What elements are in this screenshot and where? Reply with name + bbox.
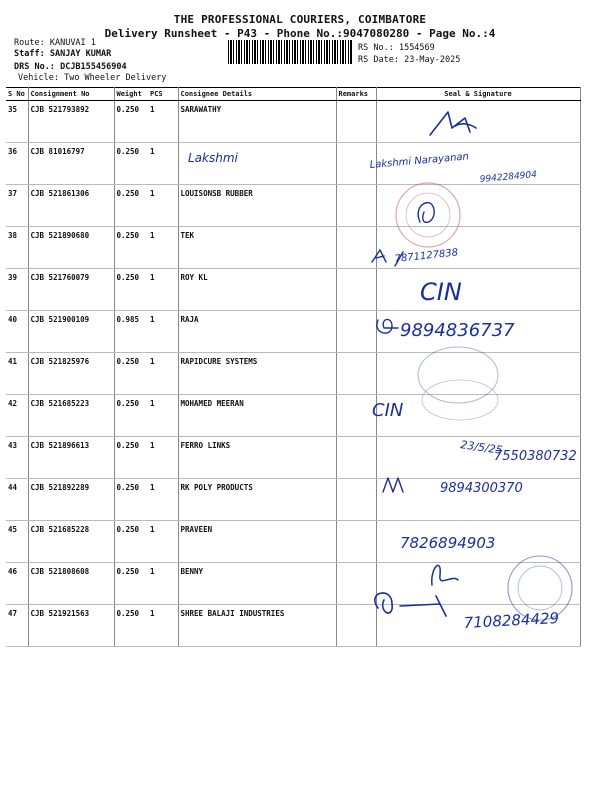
row-consignment-no: CJB 521896613: [28, 437, 114, 479]
vehicle-value: Two Wheeler Delivery: [64, 73, 167, 83]
row-weight: 0.250: [114, 521, 148, 563]
row-remarks: [336, 185, 376, 227]
row-signature: [376, 437, 580, 479]
row-consignee: TEK: [178, 227, 336, 269]
row-signature: [376, 605, 580, 647]
row-consignee: RK POLY PRODUCTS: [178, 479, 336, 521]
row-consignee: MOHAMED MEERAN: [178, 395, 336, 437]
row-remarks: [336, 269, 376, 311]
rs-no-label: RS No.:: [358, 43, 394, 53]
row-sno: 39: [6, 269, 28, 311]
row-consignee: SHREE BALAJI INDUSTRIES: [178, 605, 336, 647]
col-pcs: PCS: [148, 88, 178, 101]
table-header-row: [6, 88, 580, 101]
row-consignee: RAPIDCURE SYSTEMS: [178, 353, 336, 395]
row-pcs: 1: [148, 227, 178, 269]
company-title: THE PROFESSIONAL COURIERS, COIMBATORE: [173, 13, 427, 26]
row-sno: 37: [6, 185, 28, 227]
row-sno: 46: [6, 563, 28, 605]
table-row: [6, 227, 580, 269]
barcode: [228, 40, 352, 64]
row-weight: 0.250: [114, 437, 148, 479]
hw-43-date: 23/5/25: [459, 438, 504, 457]
row-consignee: SARAWATHY: [178, 101, 336, 143]
row-consignment-no: CJB 521921563: [28, 605, 114, 647]
table-row: [6, 311, 580, 353]
row-weight: 0.250: [114, 227, 148, 269]
row-sno: 43: [6, 437, 28, 479]
row-signature: [376, 521, 580, 563]
row-consignment-no: CJB 521685228: [28, 521, 114, 563]
row-remarks: [336, 563, 376, 605]
hw-47-phone: 7108284429: [463, 609, 560, 632]
row-remarks: [336, 395, 376, 437]
row-signature: [376, 395, 580, 437]
row-remarks: [336, 521, 376, 563]
col-consignment: Consignment No: [28, 88, 114, 101]
row-weight: 0.250: [114, 395, 148, 437]
row-pcs: 1: [148, 563, 178, 605]
row-consignment-no: CJB 521760079: [28, 269, 114, 311]
row-signature: [376, 269, 580, 311]
hw-45-phone: 7826894903: [400, 534, 496, 552]
row-signature: [376, 185, 580, 227]
row-remarks: [336, 479, 376, 521]
row-consignee: [178, 143, 336, 185]
row-remarks: [336, 143, 376, 185]
row-consignee: LOUISONSB RUBBER: [178, 185, 336, 227]
row-signature: [376, 143, 580, 185]
row-consignment-no: CJB 521808608: [28, 563, 114, 605]
row-remarks: [336, 311, 376, 353]
row-weight: 0.985: [114, 311, 148, 353]
route-line: [14, 38, 96, 49]
row-pcs: 1: [148, 521, 178, 563]
row-weight: 0.250: [114, 143, 148, 185]
row-consignment-no: CJB 521793892: [28, 101, 114, 143]
table-row: [6, 521, 580, 563]
row-remarks: [336, 101, 376, 143]
table-row: [6, 185, 580, 227]
row-sno: 38: [6, 227, 28, 269]
row-signature: [376, 311, 580, 353]
table-row: [6, 605, 580, 647]
route-value: KANUVAI 1: [49, 38, 96, 48]
row-consignment-no: CJB 521861306: [28, 185, 114, 227]
staff-line: [14, 49, 111, 60]
staff-label: Staff:: [14, 49, 45, 59]
route-label: Route:: [14, 38, 45, 48]
row-consignee: FERRO LINKS: [178, 437, 336, 479]
row-signature: [376, 563, 580, 605]
hw-36-consignee: Lakshmi: [188, 151, 238, 165]
row-pcs: 1: [148, 269, 178, 311]
row-consignee: BENNY: [178, 563, 336, 605]
drs-value: DCJB155456904: [60, 62, 127, 72]
hw-36-signature: Lakshmi Narayanan: [369, 151, 470, 171]
row-weight: 0.250: [114, 269, 148, 311]
col-weight: Weight: [114, 88, 148, 101]
row-weight: 0.250: [114, 563, 148, 605]
row-pcs: 1: [148, 101, 178, 143]
row-consignee: RAJA: [178, 311, 336, 353]
rs-no-value: 1554569: [398, 43, 435, 53]
row-consignment-no: CJB 521825976: [28, 353, 114, 395]
row-signature: [376, 101, 580, 143]
row-remarks: [336, 605, 376, 647]
hw-42-signature: CIN: [372, 400, 404, 421]
col-remarks: Remarks: [336, 88, 376, 101]
row-consignee: PRAVEEN: [178, 521, 336, 563]
row-weight: 0.250: [114, 353, 148, 395]
row-pcs: 1: [148, 143, 178, 185]
row-sno: 40: [6, 311, 28, 353]
row-signature: [376, 353, 580, 395]
row-sno: 35: [6, 101, 28, 143]
runsheet-table: [6, 87, 581, 647]
row-pcs: 1: [148, 479, 178, 521]
row-pcs: 1: [148, 353, 178, 395]
row-pcs: 1: [148, 437, 178, 479]
rs-date-value: 23-May-2025: [404, 55, 461, 65]
row-remarks: [336, 227, 376, 269]
row-sno: 45: [6, 521, 28, 563]
hw-43-phone: 7550380732: [494, 449, 577, 464]
row-sno: 36: [6, 143, 28, 185]
row-remarks: [336, 437, 376, 479]
row-sno: 41: [6, 353, 28, 395]
row-weight: 0.250: [114, 185, 148, 227]
col-consignee: Consignee Details: [178, 88, 336, 101]
row-consignment-no: CJB 521892289: [28, 479, 114, 521]
row-weight: 0.250: [114, 605, 148, 647]
row-sno: 47: [6, 605, 28, 647]
row-consignment-no: CJB 81016797: [28, 143, 114, 185]
hw-44-phone: 9894300370: [440, 481, 523, 496]
vehicle-line: [18, 73, 166, 84]
rs-date-label: RS Date:: [358, 55, 399, 65]
col-signature: Seal & Signature: [376, 88, 580, 101]
table-row: [6, 101, 580, 143]
row-remarks: [336, 353, 376, 395]
row-pcs: 1: [148, 395, 178, 437]
hw-39-signature: CIN: [420, 278, 462, 306]
col-sno: S No: [6, 88, 28, 101]
row-pcs: 1: [148, 605, 178, 647]
row-consignment-no: CJB 521890680: [28, 227, 114, 269]
drs-line: [14, 62, 127, 73]
row-pcs: 1: [148, 185, 178, 227]
row-consignment-no: CJB 521685223: [28, 395, 114, 437]
row-weight: 0.250: [114, 101, 148, 143]
table-row: [6, 353, 580, 395]
runsheet-subtitle: Delivery Runsheet - P43 - Phone No.:9047080280 - Page No.:4: [104, 27, 496, 40]
row-weight: 0.250: [114, 479, 148, 521]
row-signature: [376, 479, 580, 521]
rs-date-line: [358, 55, 460, 65]
table-row: [6, 269, 580, 311]
table-row: [6, 437, 580, 479]
table-row: [6, 395, 580, 437]
row-sno: 42: [6, 395, 28, 437]
row-sno: 44: [6, 479, 28, 521]
hw-38-phone: 7871127838: [394, 247, 459, 265]
table-row: [6, 479, 580, 521]
hw-36-phone: 9942284904: [479, 170, 538, 185]
table-row: [6, 143, 580, 185]
staff-value: SANJAY KUMAR: [49, 49, 112, 59]
drs-label: DRS No.:: [14, 62, 55, 72]
row-consignment-no: CJB 521900109: [28, 311, 114, 353]
vehicle-label: Vehicle:: [18, 73, 59, 83]
row-signature: [376, 227, 580, 269]
hw-40-phone: 9894836737: [400, 320, 515, 341]
table-row: [6, 563, 580, 605]
row-consignee: ROY KL: [178, 269, 336, 311]
rs-no-line: [358, 43, 435, 53]
row-pcs: 1: [148, 311, 178, 353]
